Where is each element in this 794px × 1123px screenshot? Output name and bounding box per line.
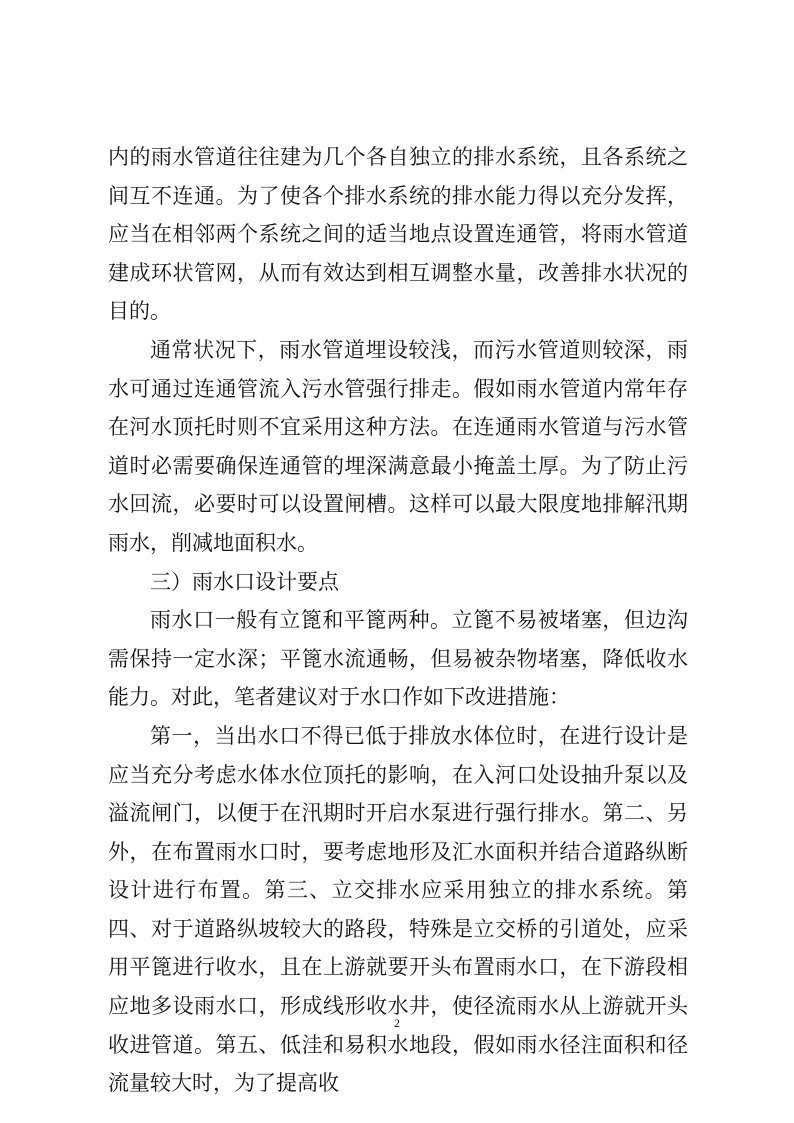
paragraph-pipe-connection: 通常状况下，雨水管道埋设较浅，而污水管道则较深，雨水可通过连通管流入污水管强行排走。假如雨水管道内常年存在河水顶托时则不宜采用这种方法。在连通雨水管道与污水管道时必需要确保连通管的埋深满意最小掩盖土厚。为了防止污水回流，必要时可以设置闸槽。这样可以最大限度地排解汛期雨水，削减地面积水。 xyxy=(108,337,688,555)
page-number: 2 xyxy=(394,1016,400,1030)
section-heading-rain-inlet: 三）雨水口设计要点 xyxy=(150,569,339,594)
paragraph-improvement-measures: 第一，当出水口不得已低于排放水体位时，在进行设计是应当充分考虑水体水位顶托的影响，在入河口处设抽升泵以及溢流闸门，以便于在汛期时开启水泵进行强行排水。第二、另外，在布置雨水口时，要考虑地形及汇水面积并结合道路纵断设计进行布置。第三、立交排水应采用独立的排水系统。第四、对于道路纵坡较大的路段，特殊是立交桥的引道处，应采用平篦进行收水，且在上游就要开头布置雨水口，在下游段相应地多设雨水口，形成线形收水井，使径流雨水从上游就开头收进管道。第五、低洼和易积水地段，假如雨水径注面积和径流量较大时，为了提高收 xyxy=(108,723,688,1096)
paragraph-inlet-types: 雨水口一般有立篦和平篦两种。立篦不易被堵塞，但边沟需保持一定水深；平篦水流通畅，但易被杂物堵塞，降低收水能力。对此，笔者建议对于水口作如下改进措施： xyxy=(108,608,688,710)
body-text xyxy=(108,138,688,1103)
paragraph-continuation: 内的雨水管道往往建为几个各自独立的排水系统，且各系统之间互不连通。为了使各个排水系统的排水能力得以充分发挥，应当在相邻两个系统之间的适当地点设置连通管，将雨水管道建成环状管网，从而有效达到相互调整水量，改善排水状况的目的。 xyxy=(108,145,688,324)
